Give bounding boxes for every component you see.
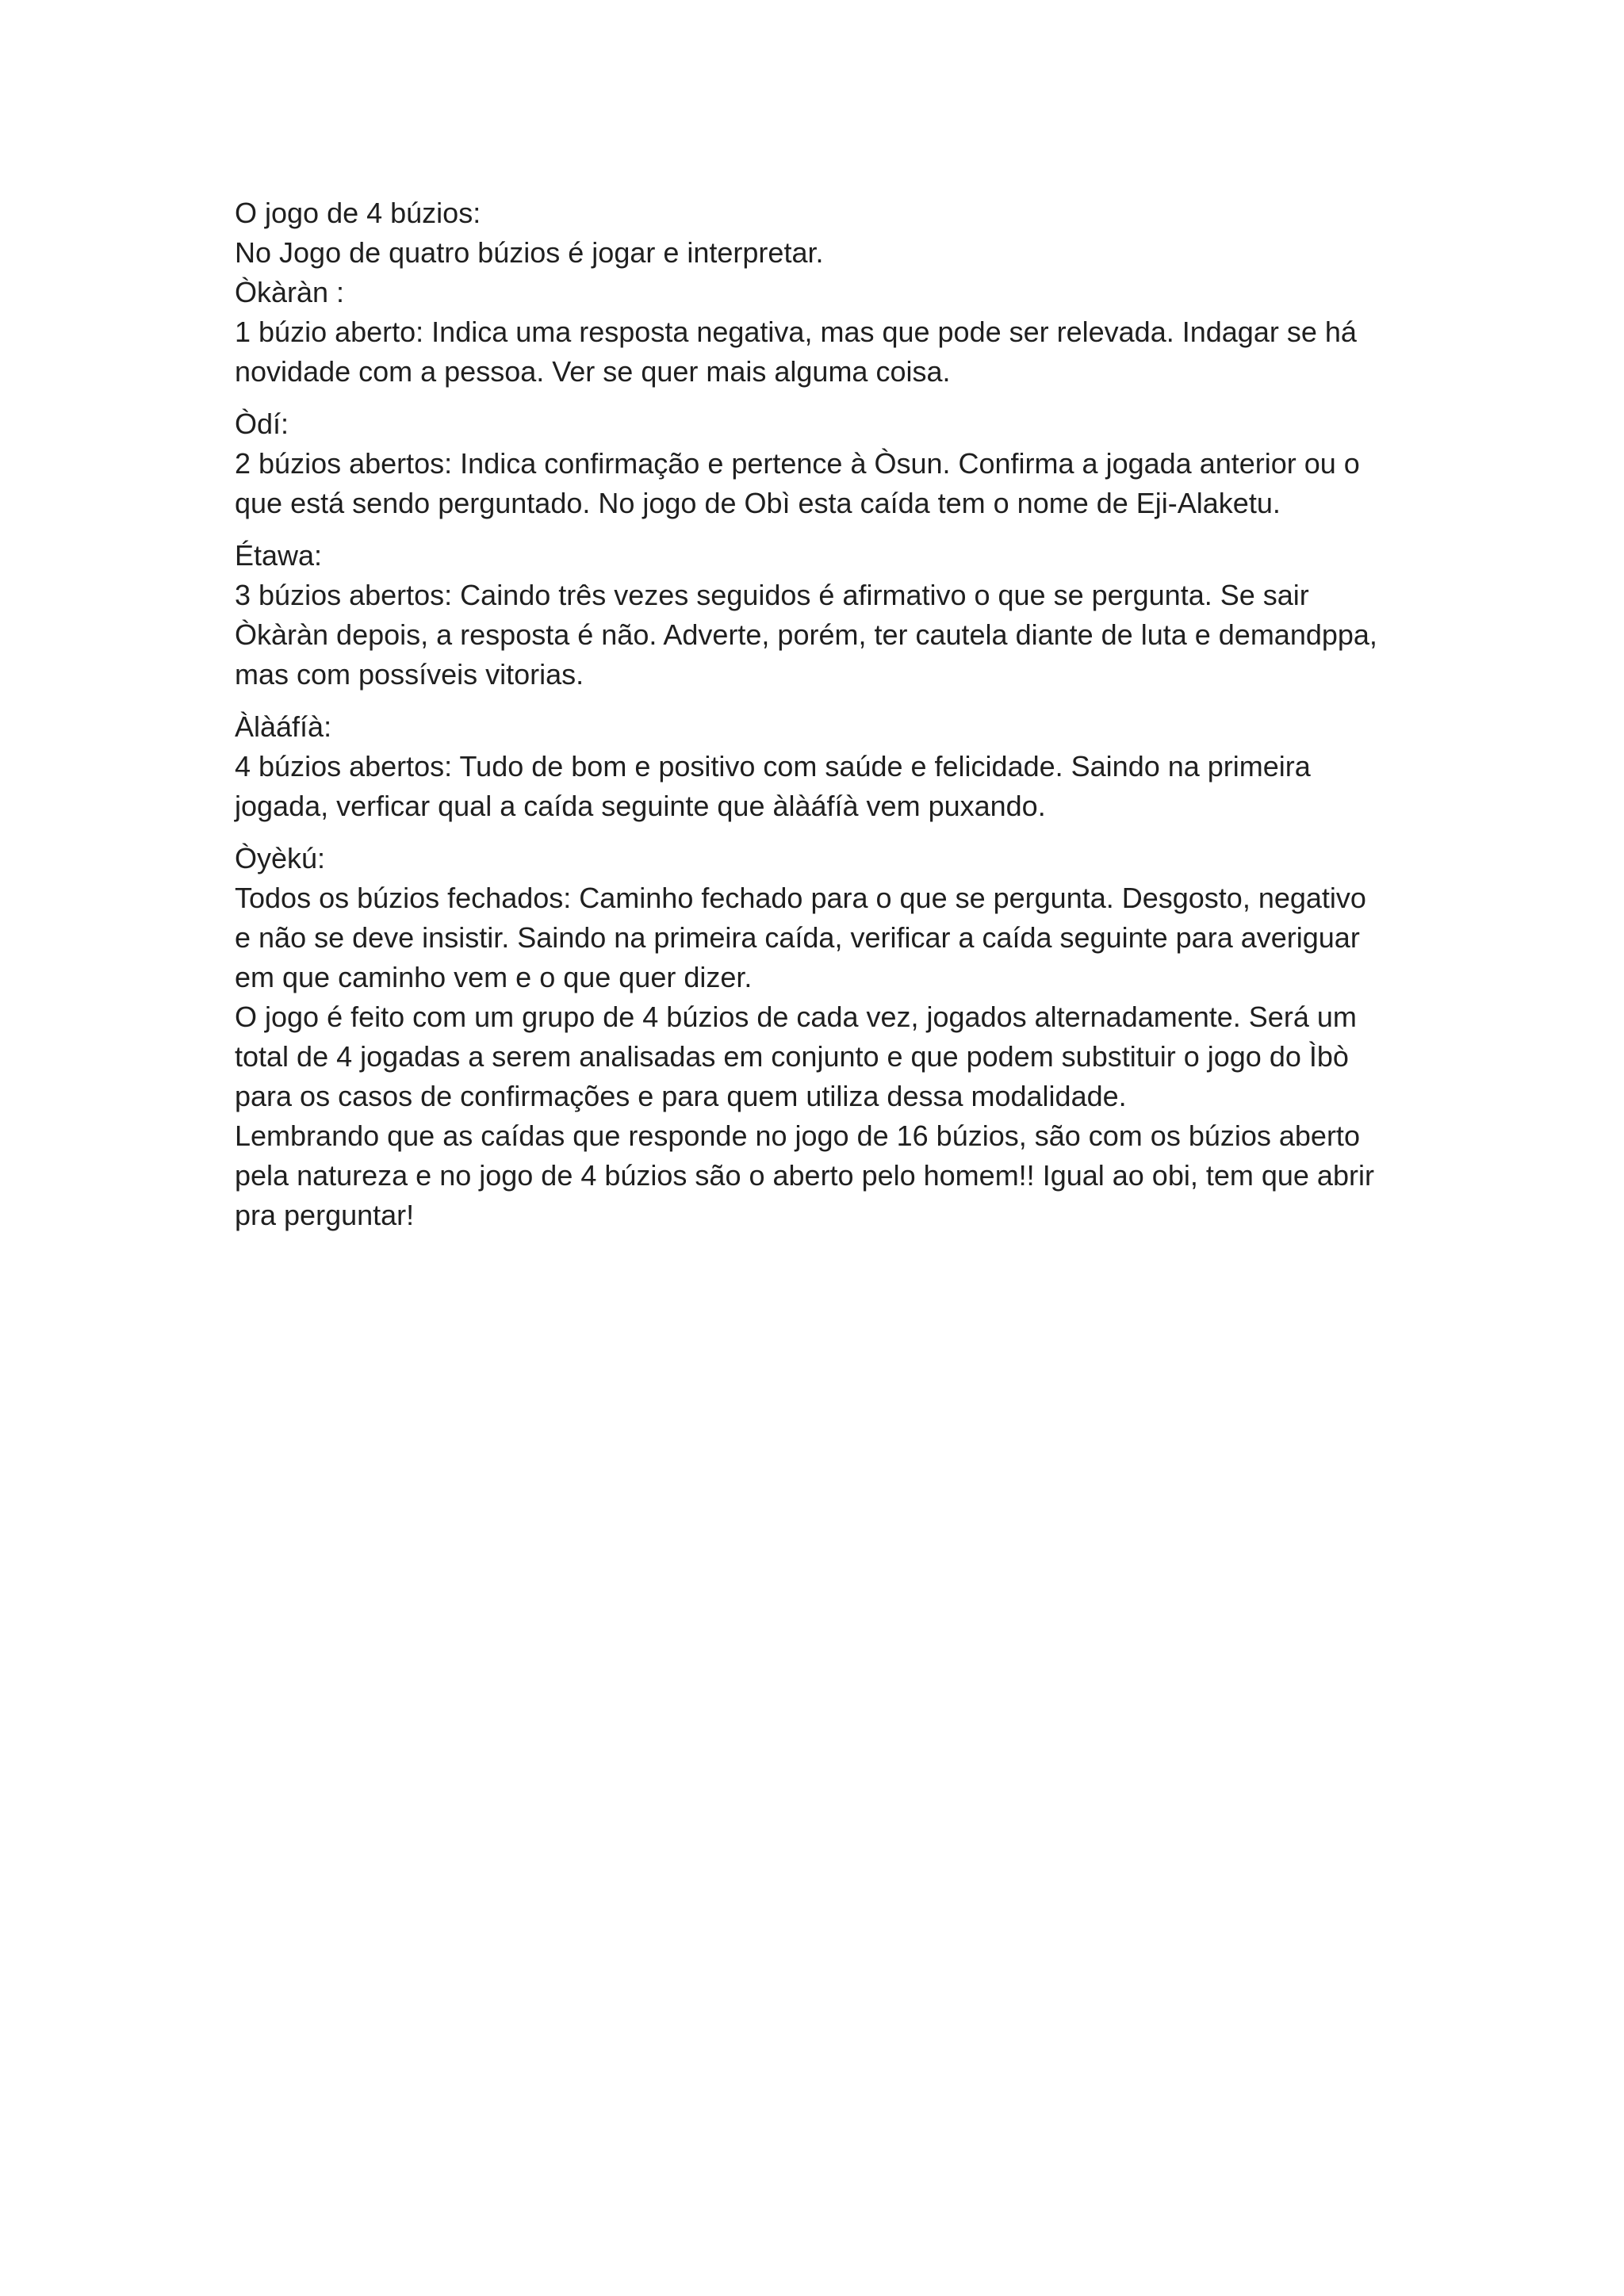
text-line: mas com possíveis vitorias. bbox=[235, 658, 584, 691]
document-body bbox=[235, 193, 1416, 1235]
text-line: 1 búzio aberto: Indica uma resposta negativa, mas que pode ser relevada. Indagar se há bbox=[235, 316, 1357, 348]
section-heading-etawa: Étawa: bbox=[235, 539, 323, 572]
text-line: pela natureza e no jogo de 4 búzios são o aberto pelo homem!! Igual ao obi, tem que abrir bbox=[235, 1159, 1374, 1192]
section-heading-odi: Òdí: bbox=[235, 408, 289, 440]
text-line: pra perguntar! bbox=[235, 1199, 415, 1231]
text-line: Todos os búzios fechados: Caminho fechado para o que se pergunta. Desgosto, negativo bbox=[235, 882, 1366, 914]
document-title: O jogo de 4 búzios: bbox=[235, 197, 481, 229]
text-line: total de 4 jogadas a serem analisadas em conjunto e que podem substituir o jogo do Ìbò bbox=[235, 1040, 1349, 1073]
text-line: jogada, verficar qual a caída seguinte que àlàáfíà vem puxando. bbox=[235, 790, 1046, 822]
text-line: para os casos de confirmações e para quem utiliza dessa modalidade. bbox=[235, 1080, 1127, 1112]
section-heading-okaran: Òkàràn : bbox=[235, 276, 345, 308]
text-line: novidade com a pessoa. Ver se quer mais alguma coisa. bbox=[235, 355, 951, 388]
text-line: Òkàràn depois, a resposta é não. Adverte, porém, ter cautela diante de luta e demandppa, bbox=[235, 618, 1377, 651]
text-line: Lembrando que as caídas que responde no jogo de 16 búzios, são com os búzios aberto bbox=[235, 1119, 1360, 1152]
text-line: que está sendo perguntado. No jogo de Obì esta caída tem o nome de Eji-Alaketu. bbox=[235, 487, 1281, 519]
text-line: em que caminho vem e o que quer dizer. bbox=[235, 961, 753, 993]
text-line: 4 búzios abertos: Tudo de bom e positivo com saúde e felicidade. Saindo na primeira bbox=[235, 750, 1311, 783]
text-line: e não se deve insistir. Saindo na primeira caída, verificar a caída seguinte para averiguar bbox=[235, 921, 1360, 954]
section-heading-alaafia: Àlàáfíà: bbox=[235, 710, 332, 743]
text-line: 2 búzios abertos: Indica confirmação e pertence à Òsun. Confirma a jogada anterior ou o bbox=[235, 447, 1360, 480]
section-heading-oyeku: Òyèkú: bbox=[235, 842, 326, 874]
text-line: No Jogo de quatro búzios é jogar e interpretar. bbox=[235, 236, 824, 269]
text-line: 3 búzios abertos: Caindo três vezes seguidos é afirmativo o que se pergunta. Se sair bbox=[235, 579, 1309, 611]
text-line: O jogo é feito com um grupo de 4 búzios de cada vez, jogados alternadamente. Será um bbox=[235, 1001, 1357, 1033]
